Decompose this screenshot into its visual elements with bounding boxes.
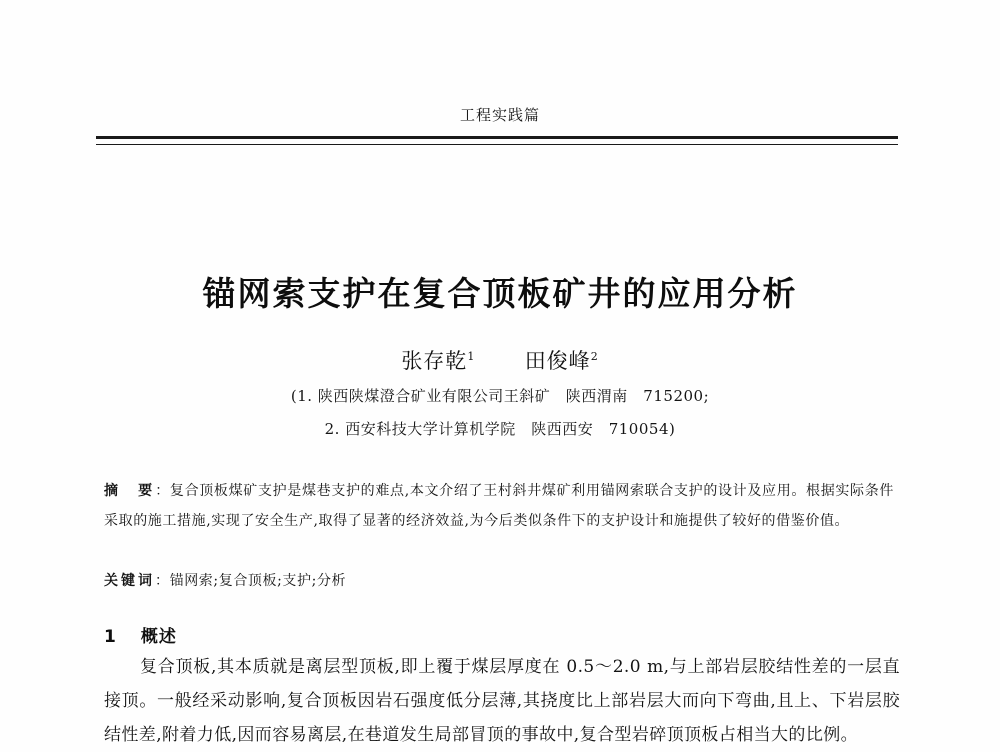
author-one-mark: 1	[467, 350, 476, 363]
author-two	[525, 349, 599, 373]
header-rule-thin	[96, 144, 898, 145]
header-rule-thick	[96, 136, 898, 139]
author-two-mark: 2	[590, 350, 599, 363]
keywords-label: 关键词	[104, 573, 155, 589]
affiliation-1: (1. 陕西陕煤澄合矿业有限公司王斜矿 陕西渭南 715200;	[290, 387, 710, 405]
page-title: 锚网索支护在复合顶板矿井的应用分析	[202, 274, 798, 313]
abstract	[104, 476, 894, 536]
keywords	[104, 567, 894, 595]
abstract-text: ：复合顶板煤矿支护是煤巷支护的难点,本文介绍了王村斜井煤矿利用锚网索联合支护的设计及应用。根据实际条件采取的施工措施,实现了安全生产,取得了显著的经济效益,为今后类似条件下的支护设计和施提供了较好的借鉴价值。	[104, 483, 895, 529]
author-one	[401, 349, 475, 373]
author-list	[0, 345, 1000, 375]
author-one-name: 张存乾	[401, 349, 468, 373]
keywords-text: ：锚网索;复合顶板;支护;分析	[155, 573, 347, 589]
body-paragraph: 复合顶板,其本质就是离层型顶板,即上覆于煤层厚度在 0.5～2.0 m,与上部岩层胶结性差的一层直接顶。一般经采动影响,复合顶板因岩石强度低分层薄,其挠度比上部岩层大而向下弯曲,且上、下岩层胶结性差,附着力低,因而容易离层,在巷道发生局部冒顶的事故中,复合型岩碎顶顶板占相当大的比例。	[104, 657, 900, 745]
running-head: 工程实践篇	[459, 106, 540, 124]
author-two-name: 田俊峰	[524, 349, 591, 373]
abstract-label: 摘 要	[104, 483, 156, 499]
affiliation-2: 2. 西安科技大学计算机学院 陕西西安 710054)	[324, 420, 676, 438]
section-number: 1	[104, 627, 117, 647]
section-title: 概述	[140, 627, 177, 647]
section-heading	[104, 622, 177, 647]
